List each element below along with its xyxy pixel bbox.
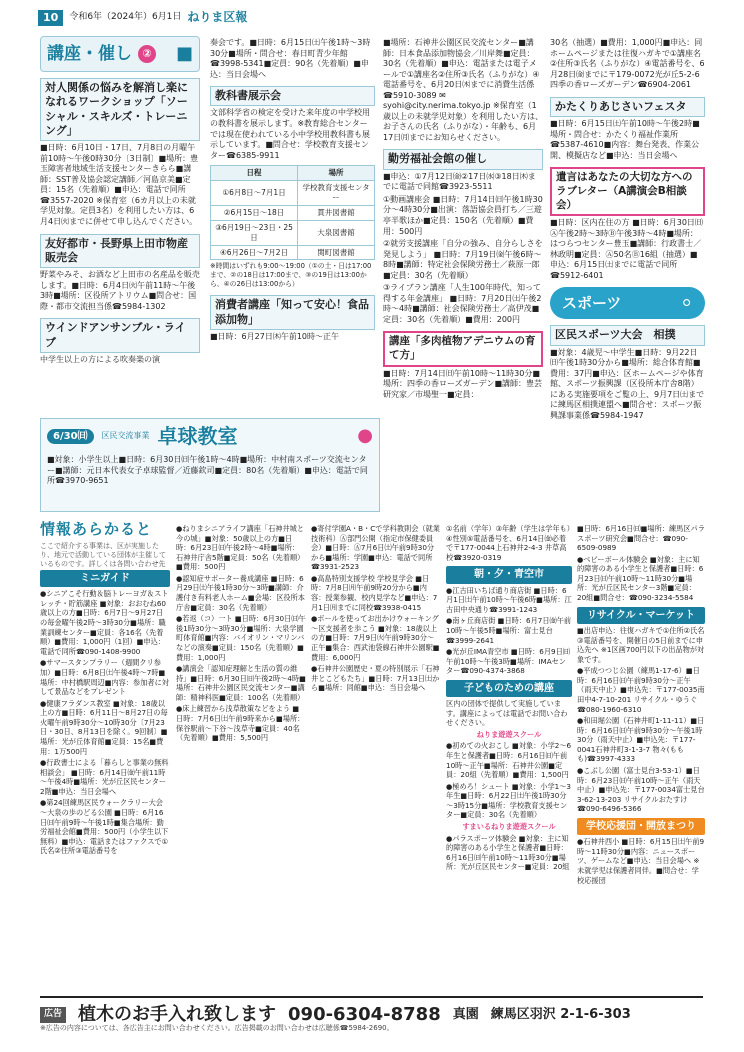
list-item: ●こぶし公園（富士見台3-53-1）■日時：6月23日㈰午前10時～正午（雨天中止）■申込先：〒177-0034富士見台3-62-13-203 リサイクルおたすけ☎090-6496-5366 <box>577 766 705 814</box>
event-date: 6/30㈰ <box>47 429 94 444</box>
article-title: ウインドアンサンブル・ライブ <box>40 318 200 353</box>
table-row <box>211 181 375 206</box>
article-body: ①動画講座会 ■日時：7月14日㈰午後1時30分～4時30分■出演：落語協会員打ち／三遊亭半歌ほか■定員：150名（先着順）■費用：500円 <box>383 194 543 236</box>
article-body: ■日時：区内在住の方 ■日時：6月30日㈰Ⓐ午後2時～3時Ⓑ午後3時～4時■場所：はつらつセンター豊玉■講師：行政書士／林政明■定員：Ⓐ50名Ⓑ16組（抽選）■申込：6月15日㈯までに電話で同所☎5912-6401 <box>550 218 703 280</box>
list-item: ●サマースタンプラリー（週間クリ参加）■日時：6月8日㈯午後4時～7時■場所：中村橋駅周辺■内容：参加者に対して景品などをプレゼント <box>40 658 169 697</box>
list-item: ●南ヶ丘商店街 ■日時：6月7日㈮午前10時～午後5時■場所：富士見台☎3999-2641 <box>446 616 572 645</box>
article-body: ■対象：4歳児～中学生■日時：9月22日㈰午後1時30分から■場所：総合体育館■費用：37円■申込：区ホームページや体育館、スポーツ振興課（区役所本庁舎8階）にある実施要項をご覧の上、9月7日㈯までに練馬区相撲連盟へ■問合せ：スポーツ振興課事業係☎5984-1947 <box>550 347 705 420</box>
section-number: ② <box>138 45 156 63</box>
column-2 <box>210 36 375 416</box>
table-tennis-banner <box>41 419 379 453</box>
table-cell: ①6月8日～7月1日 <box>211 181 298 206</box>
article-title: 講座「多肉植物アデニウムの育て方」 <box>383 331 543 366</box>
list-item: ●認知症サポーター養成講座 ■日時：6月29日㈯午後1時30分～3時■講師：介護付き有料老人ホーム■会場：区役所本庁舎■定員：30名（先着順） <box>176 573 305 612</box>
article-body: ■日時：6月15日㈯午前10時～午後2時■場所・問合せ：かたくり福祉作業所☎5387-4610■内容：舞台発表、作業公開、模擬店など■申込：当日会場へ <box>550 119 700 160</box>
table-header: 場所 <box>298 166 375 181</box>
article-body: ③ライブラン講座「人生100年時代、知って得する年金講座」 ■日時：7月20日㈯午後2時～4時■講師：社会保険労務士／高伊茂■定員：30名（先着順）■費用：200円 <box>383 283 542 324</box>
event-title: 卓球教室 <box>157 424 238 448</box>
section-title: 講座・催し <box>47 43 132 64</box>
column-3 <box>383 36 543 506</box>
table-cell: ②6月15日～18日 <box>211 205 298 220</box>
subcategory-label: ねりま遊遊スクール <box>476 729 542 739</box>
article-title: 消費者講座「知って安心！食品添加物」 <box>210 295 375 330</box>
category-header: 朝・夕・青空市 <box>446 566 572 583</box>
article-title: 友好都市・長野県上田市物産販売会 <box>40 234 200 269</box>
racket-icon: ⚪ <box>680 293 693 312</box>
article-body: ■場所：石神井公園区民交流センター■講師：日本食品添加物協会／川岸舞■定員：30名（先着順）■申込：電話または電子メールで①講座名②住所③氏名（ふりがな）④電話番号を、6月20日㈭までに消費生活係☎5910-3089 ✉syohi@city.nerima.tokyo.jp ※保育室（1歳以上の未就学児対象）を利用したい方は、お子さんの氏名（ふりがな）・年齢も、6月17日㈪までにお知らせください。 <box>383 38 543 142</box>
ad-label: 広告 <box>40 1007 66 1023</box>
list-item: ●極めろ！シュート ■対象：小学1～3年生■日時：6月22日㈯午後1時30分～3時15分■場所：学校教育支援センター■定員：30名（先着順） <box>446 781 571 820</box>
article-body: ■日時：6月10日・17日、7月8日の月曜午前10時～午後0時30分〔3日制〕■場所：豊玉障害者地域生活支援センターきらら■講師：SST普及協会認定講師／河島京美■定員：15名（先着順）■申込：電話で同所☎3557-2020 ※保育室（6カ月以上の未就学児対象。定員3名）を利用したい方は、6月4日㈫までに併せて申し込んでください。 <box>40 143 199 227</box>
list-item: ●初めての火おこし ■対象：小学2～6年生と保護者■日時：6月16日㈰午前10時～正午■場所：石神井公園■定員：20組（先着順）■費用：1,500円 <box>446 741 572 780</box>
list-item: ●ベビーボール体験会 ■対象：主に知的障害のある小学生と保護者■日時：6月23日㈰午前10時～11時30分■場所：光が丘区民センター3階■定員：20組■問合せ：☎090-3234-5584 <box>577 554 704 603</box>
list-item: ●ボールを使ってお出かけウォーキング～区支援者を歩こう ■対象：18歳以上の方■日時：7月9日㈫午前9時30分～正午■集合：西武池袋線石神井公園駅■費用：6,000円 <box>311 614 440 662</box>
article-body: 30名（抽選）■費用：1,000円■申込：同ホームページまたは往復ハガキで①講座名②住所③氏名（ふりがな）④電話番号を、6月28日㈮までに〒179-0072光が丘5-2-6 四季の香ローズガーデン☎6904-2061 <box>550 38 705 90</box>
intro-text: 区内の団体で提供して実施しています。講座によっては電話でお問い合わせください。 <box>446 699 568 728</box>
list-item: ●平成つつじ公園（練馬1-17-6）■日時：6月16日㈰午前9時30分～正午（雨天中止）■申込先：〒177-0035南田中4-7-10-201 リサイクル・ゆうぐ☎080-1960-6310 <box>577 666 705 714</box>
ad-address: 練馬区羽沢 2-1-6-303 <box>490 1007 631 1023</box>
list-item: ●若返（コ）一ト ■日時：6月30日㈰午後1時30分～3時30分■場所：大泉学園町体育館■内容：バイオリン・マリンバなどの演奏■定員：150名（先着順）■費用：1,000円 <box>176 614 306 662</box>
list-item: ●石神井西小 ■日時：6月15日㈯午前9時～11時30分■内容：ニュースポーツ、ゲームなど■申込：当日会場へ ※未就学児は保護者同伴。■問合せ：学校応援団 <box>577 837 705 885</box>
table-row <box>211 245 375 260</box>
column-4 <box>550 36 705 506</box>
article-title: 対人関係の悩みを解消し楽になれるワークショップ「ソーシャル・スキルズ・トレーニング」 <box>40 78 200 141</box>
list-item: ●江古田いちば通り商店街 ■日時：6月1日㈯午前10時～午後6時■場所：江古田中央通り☎3991-1243 <box>446 585 572 614</box>
article-body: 奏会です。■日時：6月15日㈯午後1時～3時30分■場所・問合せ：春日町青少年館☎3998-5341■定員：90名（先着順）■申込：当日会場へ <box>210 38 371 79</box>
article-body: 中学生以上の方による吹奏楽の演 <box>40 354 160 364</box>
ad-phone: 090-6304-8788 <box>288 1004 441 1026</box>
article-title: 教科書展示会 <box>210 86 375 106</box>
list-item: ●第24回練馬区民ウォークラリー大会～大泉の歩のどる公園 ■日時：6月16日㈰午前9時～午後1時■集合場所：勤労福祉会館■費用：500円（小学生以下無料）■申込：電話またはファクスで①氏名②住所③電話番号を <box>40 798 169 856</box>
table-row <box>211 205 375 220</box>
category-header: ミニガイド <box>40 570 170 587</box>
mini-guide-col3 <box>311 522 441 994</box>
table-note: ※時間はいずれも9:00～19:00（①の土・日は17:00まで、②の18日は17:00まで、③の19日は13:00から、④の26日は13:00から） <box>210 262 372 289</box>
list-item: ①名前（学年）③年齢（学生は学年も）④性別⑤電話番号を、6月14日㈮必着で〒177-0044上石神井2-4-3 井草高校☎3920-0319 <box>446 524 571 562</box>
intro-text: ■出店申込：往復ハガキで①住所②氏名③電話番号を、開催日の5日前までに申込先へ ※1区画700円以下の出品物が対象です。 <box>577 625 705 664</box>
list-item: ■日時：6月16日㈰■場所：練馬区パラスポーツ研究会■問合せ：☎090-6509-0989 <box>577 524 705 553</box>
column-1 <box>40 36 200 416</box>
article-body: ■申込：①7月12日㈮②17日㈬③18日㈭までに電話で同館☎3923-5511 <box>383 171 536 192</box>
pingpong-icon: ● <box>357 425 373 447</box>
issue-date: 令和6年（2024年）6月1日 <box>69 12 182 23</box>
article-body: 野菜やみそ、お酒など上田市の名産品を販売します。■日時：6月4日㈫午前11時～午後3時■場所：区役所アトリウム■問合せ：国際・都市交流担当係☎5984-1302 <box>40 270 200 311</box>
list-item: ●健康フラダンス教室 ■対象：18歳以上の方■日時：6月11日～8月27日の毎火曜午前9時30分～10時30分〔7月23日・30日、8月13日を除く。9回制〕■場所：光が丘体育館■定員：15名■費用：1万500円 <box>40 698 168 756</box>
table-cell: ④6月26日～7月2日 <box>211 245 298 260</box>
mini-guide-col5 <box>577 522 705 994</box>
sports-label: スポーツ <box>562 293 622 312</box>
info-subtitle: ここで紹介する事業は、区が実施したり、地元で活動している団体が主催しているものです。詳しくは各問い合わせ先 <box>40 541 166 569</box>
ad-title: 植木のお手入れ致します <box>78 1004 277 1026</box>
footer-note: ※広告の内容については、各広告主にお問い合わせください。広告掲載のお問い合わせは広聴係☎5984-2690。 <box>40 1024 394 1032</box>
info-title: 情報あらかると <box>40 520 153 538</box>
list-item: ●ねりまシニアライフ講座「石神井城と今の城」■対象：50歳以上の方■日時：6月23日㈰午後2時～4時■場所：石神井庁舎5階■定員：50名（先着順）■費用：500円 <box>176 524 305 572</box>
list-item: ●石神井公園歴史・夏の特別展示「石神井とこどもたち」■日時：7月13日㈯から■場所：同館■申込：当日会場へ <box>311 664 440 693</box>
list-item: ●寄付学園A・B・Cで学科教則会（就業技術科）Ⓐ部門公開（指定市保健委員会）■日時：Ⓐ7月6日㈯午前9時30分から■場所：学園■申込：電話で同所☎3931-2523 <box>311 524 440 572</box>
table-cell: 関町図書館 <box>298 245 375 260</box>
table-cell: 学校教育支援センター <box>298 181 375 206</box>
event-tag: 区民交流事業 <box>101 430 150 440</box>
table-cell: 大泉図書館 <box>298 220 375 245</box>
table-header: 日程 <box>211 166 298 181</box>
table-cell: ③6月19日～23日・25日 <box>211 220 298 245</box>
article-body: ■日時：6月27日㈭午前10時～正午 <box>210 331 340 341</box>
article-title: 遺言はあなたの大切な方へのラブレター（A講演会B相談会） <box>550 167 705 216</box>
mini-guide-col4 <box>446 522 572 994</box>
exhibit-schedule-table <box>210 165 375 260</box>
list-item: ●高島特別支援学校 学校見学会 ■日時：7月8日㈪午前9時20分から■内容：授業参観、校内見学など■申込：7月1日㈪までに同校☎3938-0415 <box>311 573 438 612</box>
event-body: ■対象：小学生以上■日時：6月30日㈰午後1時～4時■場所：中村南スポーツ交流センター■講師：元日本代表女子卓球監督／近藤欽司■定員：80名（先着順）■申込：電話で同所☎3970-9651 <box>47 455 368 486</box>
lecture-icon: ■ <box>175 43 193 65</box>
list-item: ●光が丘IMA青空市 ■日時：6月9日㈰午前10時～午後3時■場所：IMAセンター☎090-4374-3868 <box>446 647 570 676</box>
list-item: ●シニアこそ行動＆脳トレーヨガ＆ストレッチ・貯筋講座 ■対象：おおむね60歳以上の方■日時：6月7日～9月27日の毎金曜午後2時～3時30分■場所：職業訓練センター■定員：各16名（先着順）■費用：1,000円（1回）■申込：電話で同所☎090-1408-9900 <box>40 589 169 656</box>
section-header <box>40 36 200 72</box>
list-item: ●床上練習から浅草散策などをよう ■日時：7月6日㈯午前9時来から■場所：保谷駅前～下谷～浅草寺■定員：40名（先着順）■費用：5,500円 <box>176 704 305 743</box>
article-title: 勤労福祉会館の催し <box>383 149 543 169</box>
article-title: かたくりあじさいフェスタ <box>550 97 705 117</box>
article-body: ②就労支援講座「自分の強み、自分らしさを発見しよう」 ■日時：7月19日㈮午後6時～8時■講師：特定社会保険労務士／萩原一郎■定員：30名（先着順） <box>383 239 543 280</box>
mini-guide-col2 <box>176 522 306 994</box>
category-header: 学校応援団・開放まつり <box>577 818 705 835</box>
subcategory-label: すまいるねりま遊遊スクール <box>462 822 556 832</box>
table-tennis-box <box>40 418 380 512</box>
list-item: ●行政書士による「暮らしと事業の無料相談会」 ■日時：6月14日㈮午前11時～午後4時■場所：光が丘区民センター2階■申込：当日会場へ <box>40 758 169 796</box>
ad-name: 真園 <box>452 1007 479 1023</box>
article-body: ■日時：7月14日㈰午前10時～11時30分■場所：四季の香ローズガーデン■講師：豊芸研究家／市場聖一■定員： <box>383 368 542 399</box>
table-row <box>211 220 375 245</box>
table-cell: 貫井図書館 <box>298 205 375 220</box>
category-header: リサイクル・マーケット <box>577 607 705 624</box>
publication-logo: ねりま区報 <box>187 10 248 25</box>
sports-banner <box>550 287 705 319</box>
article-title: 区民スポーツ大会 相撲 <box>550 325 705 345</box>
list-item: ●パラスポーツ体験会 ■対象：主に知的障害のある小学生と保護者■日時：6月16日㈰午前10時～11時30分■場所：光が丘区民センター■定員：20組 <box>446 833 570 872</box>
page-header <box>38 9 247 27</box>
category-header: 子どものための講座 <box>446 680 572 697</box>
list-item: ●和田堀公園（石神井町1-11-11）■日時：6月16日㈰午前9時30分～午後1時30分（雨天中止）■申込先：〒177-0041石神井町3-1-3-7 物々(ももも)☎3997-4333 <box>577 716 705 764</box>
list-item: ●講演会「認知症理解と生活の質の維持」■日時：6月30日㈰午後2時～4時■場所：石神井公園区民交流センター■講師：精神科医■定員：100名（先着順） <box>176 664 306 702</box>
mini-guide-col1 <box>40 566 170 994</box>
page-number: 10 <box>38 10 63 26</box>
article-body: 文部科学省の検定を受けた来年度の中学校用の教科書を展示します。※教育総合センターでは現在使われている小中学校用教科書も展示しています。■問合せ：学校教育支援センター☎6385-9911 <box>210 108 370 160</box>
